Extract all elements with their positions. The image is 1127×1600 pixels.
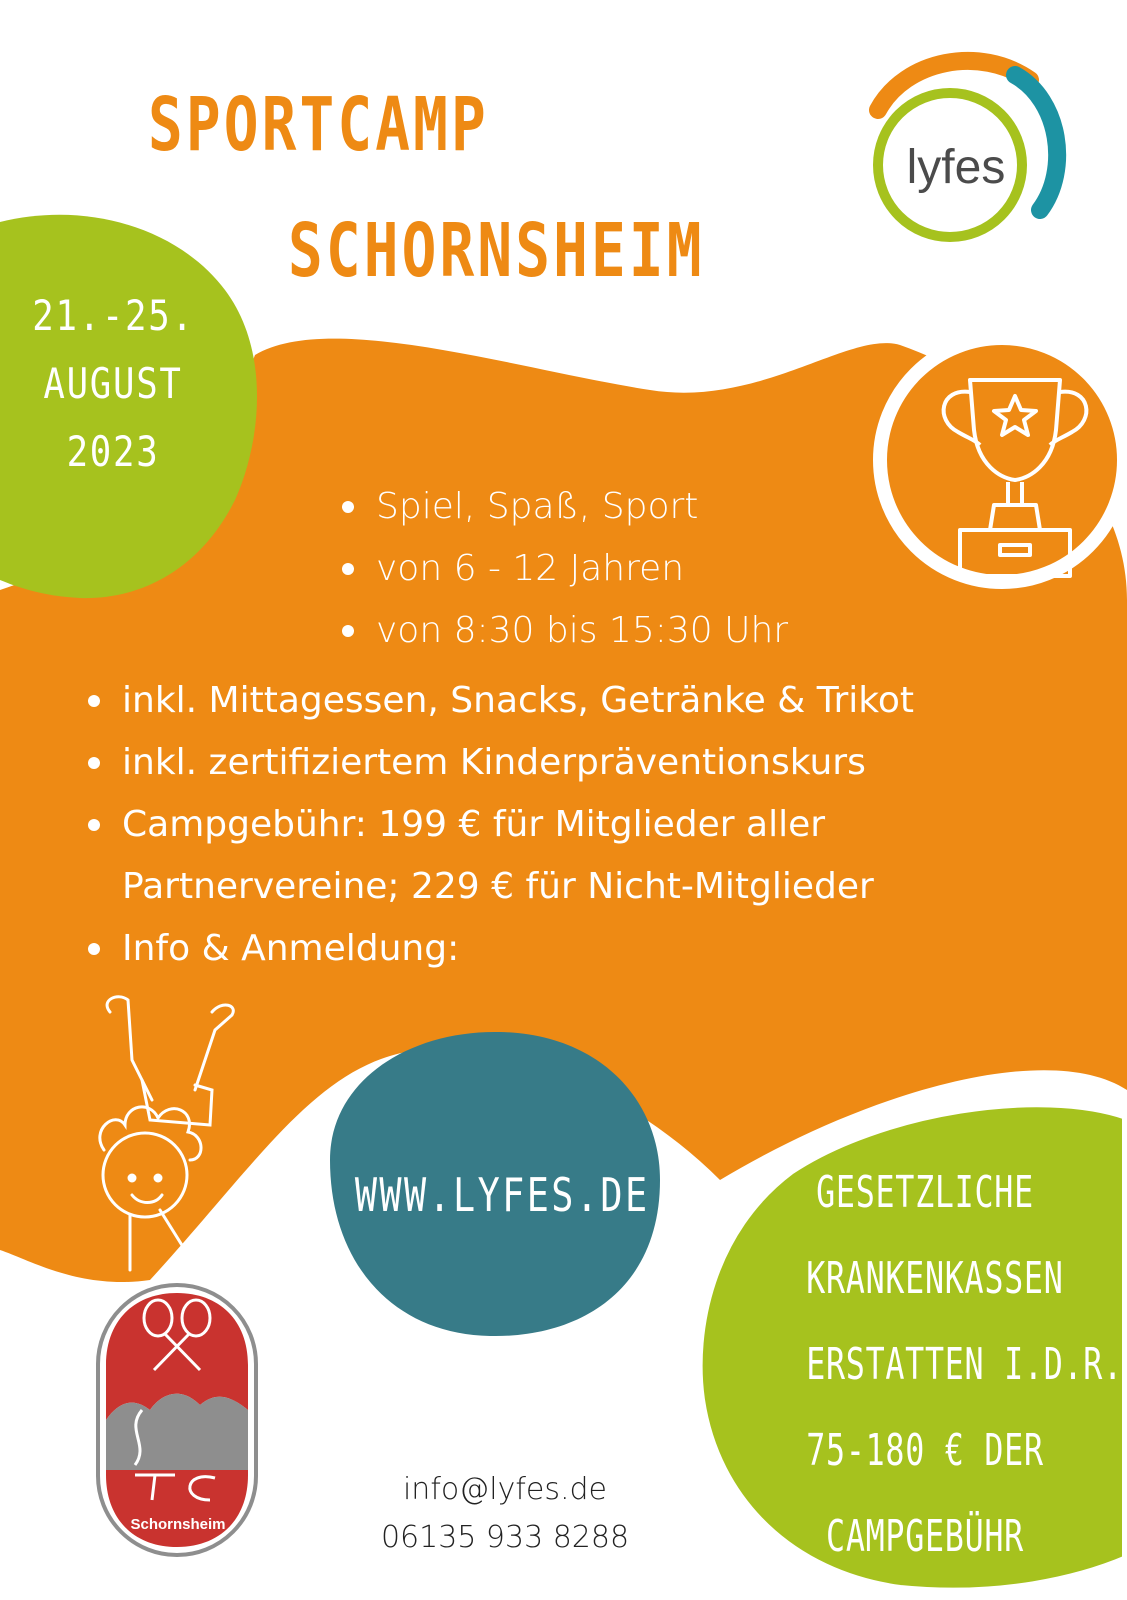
club-name: Schornsheim <box>130 1516 226 1533</box>
contact-email[interactable]: info@lyfes.de <box>402 1472 608 1507</box>
insurance-line: GESETZLICHE <box>816 1167 1034 1218</box>
features-top-list <box>338 476 788 662</box>
list-item: Spiel, Spaß, Sport <box>338 476 788 538</box>
lyfes-logo-text: lyfes <box>906 141 1006 194</box>
date-days: 21.-25. <box>32 291 195 340</box>
date-year: 2023 <box>66 427 160 476</box>
title-line-2: SCHORNSHEIM <box>288 208 705 294</box>
insurance-line: 75-180 € DER <box>806 1425 1044 1476</box>
event-date <box>18 282 208 486</box>
list-item: inkl. Mittagessen, Snacks, Getränke & Trikot <box>84 670 1084 732</box>
list-item-continuation: Partnervereine; 229 € für Nicht-Mitglieder <box>122 866 874 907</box>
tc-schornsheim-badge <box>98 1285 256 1555</box>
list-item: Campgebühr: 199 € für Mitglieder aller <box>84 794 1084 856</box>
date-month: AUGUST <box>43 359 183 408</box>
insurance-line: CAMPGEBÜHR <box>826 1511 1024 1562</box>
title-line-1: SPORTCAMP <box>148 82 489 168</box>
insurance-line: KRANKENKASSEN <box>806 1253 1064 1304</box>
list-item: Info & Anmeldung: <box>84 918 1084 980</box>
insurance-note <box>760 1150 1123 1580</box>
website-link[interactable] <box>318 1168 654 1222</box>
list-item: von 6 - 12 Jahren <box>338 538 788 600</box>
list-item: inkl. zertifiziertem Kinderpräventionskurs <box>84 732 1084 794</box>
contact-phone[interactable]: 06135 933 8288 <box>380 1520 630 1555</box>
features-main-list <box>84 670 1084 980</box>
list-item: von 8:30 bis 15:30 Uhr <box>338 600 788 662</box>
website-text: WWW.LYFES.DE <box>354 1168 650 1222</box>
contact-info <box>370 1466 640 1562</box>
insurance-line: ERSTATTEN I.D.R. <box>806 1339 1123 1390</box>
